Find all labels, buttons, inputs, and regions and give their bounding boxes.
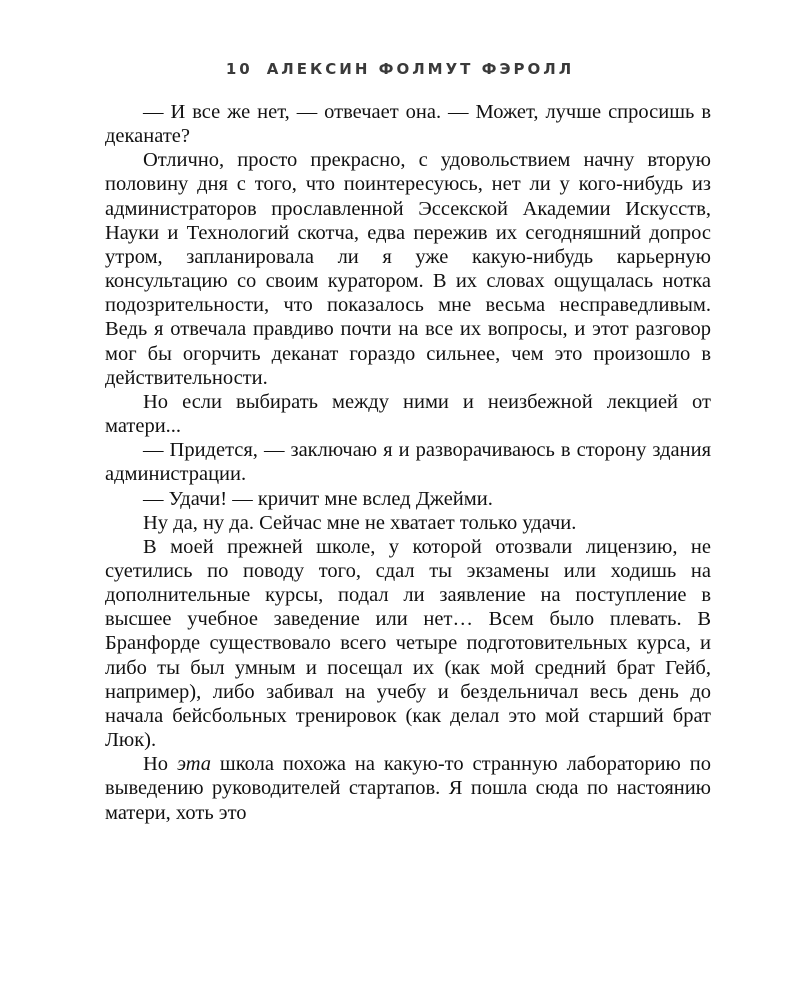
paragraph: Ну да, ну да. Сейчас мне не хватает только удачи. (143, 511, 577, 534)
paragraph-rest: школа похожа на какую-то странную лабораторию по выведению руководителей стартaпов. Я пошла сюда по настоянию матери, хоть это (105, 753, 711, 824)
emphasis-word: эта (176, 753, 212, 776)
paragraph: В моей прежней школе, у которой отозвали лицензию, не суетились по поводу того, сдал ты экзамены или ходишь на дополнительные курсы, подал ли заявление на поступление в высшее учебное заведение или нет… Всем было плевать. В Бранфорде существовало всего четыре подготовительных курса, и либо ты был умным и посещал их (как мой средний брат Гейб, например), либо забивал на учебу и бездельничал весь день до начала бейсбольных тренировок (как делал это мой старший брат Люк). (105, 535, 711, 752)
paragraph: Но если выбирать между ними и неизбежной лекцией от матери... (105, 390, 711, 438)
paragraph: — Придется, — заключаю я и разворачиваюсь в сторону здания администрации. (105, 439, 711, 486)
paragraph-start: Но (143, 753, 177, 776)
running-head (0, 60, 800, 78)
body-text (105, 100, 711, 825)
paragraph: — Удачи! — кричит мне вслед Джейми. (143, 487, 493, 510)
paragraph: Отлично, просто прекрасно, с удовольствием начну вторую половину дня с того, что поинтересуюсь, нет ли у кого-нибудь из администраторов прославленной Эссекской Академии Искусств, Науки и Технологий скотча, едва пережив их сегодняшний допрос утром, запланировала ли я уже какую-нибудь карьерную консультацию со своим куратором. В их словах ощущалась нотка подозрительности, что показалось мне весьма несправедливым. Ведь я отвечала правдиво почти на все их вопросы, и этот разговор мог бы огорчить деканат гораздо сильнее, чем это произошло в действительности. (105, 149, 711, 389)
paragraph: — И все же нет, — отвечает она. — Может, лучше спросишь в деканате? (105, 101, 711, 148)
running-head-title: АЛЕКСИН ФОЛМУТ ФЭРОЛЛ (266, 60, 575, 78)
page-number: 10 (225, 60, 253, 78)
paragraph-last (105, 752, 711, 824)
